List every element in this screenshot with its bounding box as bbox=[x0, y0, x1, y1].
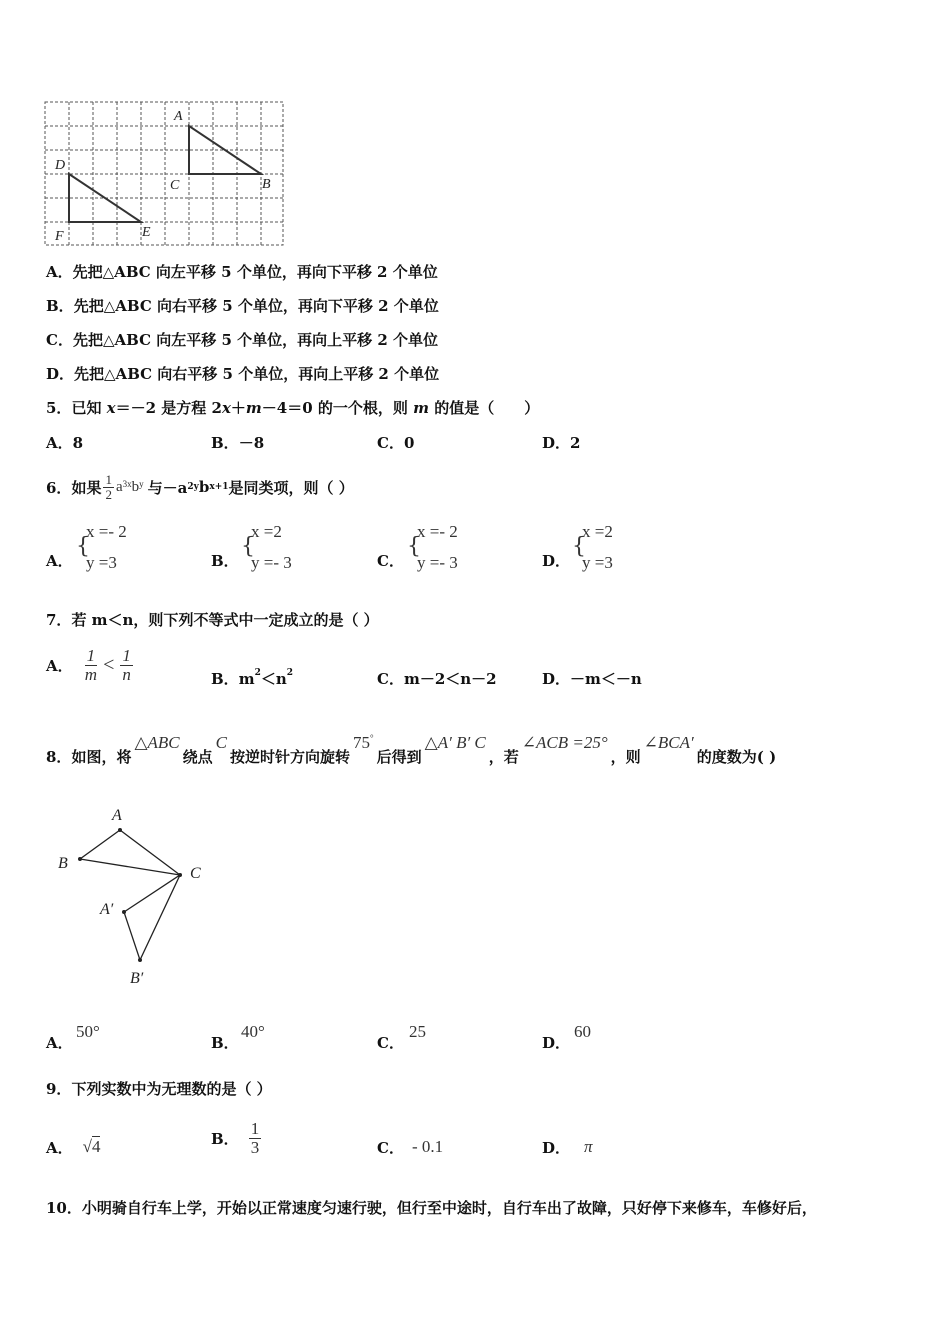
q9-option-c[interactable]: C． - 0.1 bbox=[377, 1137, 444, 1157]
q5-option-a[interactable]: A．8 bbox=[46, 434, 84, 452]
q6-fraction: $\frac{1}{2}$ bbox=[105, 471, 112, 502]
rotation-figure bbox=[50, 800, 220, 990]
triangle-abc-rotation bbox=[80, 830, 180, 875]
grid-label-d: D bbox=[55, 158, 66, 173]
q9-option-a[interactable]: A． √4 bbox=[46, 1137, 101, 1157]
grid-label-a: A bbox=[174, 109, 183, 124]
rot-label-a: A bbox=[112, 807, 122, 824]
rot-label-b-prime: B′ bbox=[130, 970, 144, 987]
q4-option-d[interactable]: D．先把△ABC 向右平移 5 个单位，再向上平移 2 个单位 bbox=[46, 365, 440, 383]
q5-option-d[interactable]: D．2 bbox=[542, 434, 581, 452]
sqrt-expression: √4 bbox=[82, 1137, 101, 1156]
rot-label-c: C bbox=[190, 865, 201, 882]
q4-option-c[interactable]: C．先把△ABC 向左平移 5 个单位，再向上平移 2 个单位 bbox=[46, 331, 439, 349]
q7-option-b[interactable]: B．$m^2<n^2$ bbox=[211, 668, 293, 688]
grid-label-b: B bbox=[262, 177, 271, 192]
rot-label-a-prime: A′ bbox=[100, 901, 114, 918]
q7-option-d[interactable]: D．－m＜－n bbox=[542, 670, 642, 688]
q9-stem: 9．下列实数中为无理数的是（ ） bbox=[46, 1080, 272, 1098]
triangle-a1b1c bbox=[124, 875, 180, 960]
q5-stem: 5．已知 x＝－2 是方程 2x＋m－4＝0 的一个根，则 m 的值是（ ） bbox=[46, 399, 540, 417]
translation-grid-figure bbox=[44, 100, 286, 248]
q9-option-b[interactable]: B． $\frac{1}{3}$ bbox=[211, 1118, 260, 1157]
q10-stem: 10．小明骑自行车上学，开始以正常速度匀速行驶，但行至中途时，自行车出了故障，只好停下来修车，车修好后， bbox=[46, 1199, 817, 1217]
grid-label-f: F bbox=[55, 229, 64, 244]
q9-option-d[interactable]: D． π bbox=[542, 1137, 593, 1157]
q4-option-a[interactable]: A．先把△ABC 向左平移 5 个单位，再向下平移 2 个单位 bbox=[46, 263, 438, 281]
grid-label-c: C bbox=[170, 178, 180, 193]
q7-option-c[interactable]: C．m－2＜n－2 bbox=[377, 670, 497, 688]
grid-label-e: E bbox=[142, 225, 151, 240]
rot-label-b: B bbox=[58, 855, 68, 872]
q7-stem: 7．若 m＜n，则下列不等式中一定成立的是（ ） bbox=[46, 611, 379, 629]
q7-option-a[interactable]: A． $\frac{1}{m}$ < $\frac{1}{n}$ bbox=[46, 645, 131, 684]
q4-option-b[interactable]: B．先把△ABC 向右平移 5 个单位，再向下平移 2 个单位 bbox=[46, 297, 439, 315]
q6-stem: 6． 如果 $\frac{1}{2}$ $a^{3x}b^y$ 与－a 2y b x+1 是同类项，则（ ） bbox=[46, 471, 354, 502]
q8-stem: 8． 如图，将 △ABC 绕点 C 按逆时针方向旋转 75° 后得到 △A′ B′ C ，若 ∠ACB =25° ，则 ∠BCA′ 的度数为( ) bbox=[46, 733, 777, 766]
q5-option-c[interactable]: C．0 bbox=[377, 434, 415, 452]
q5-option-b[interactable]: B．－8 bbox=[211, 434, 265, 452]
